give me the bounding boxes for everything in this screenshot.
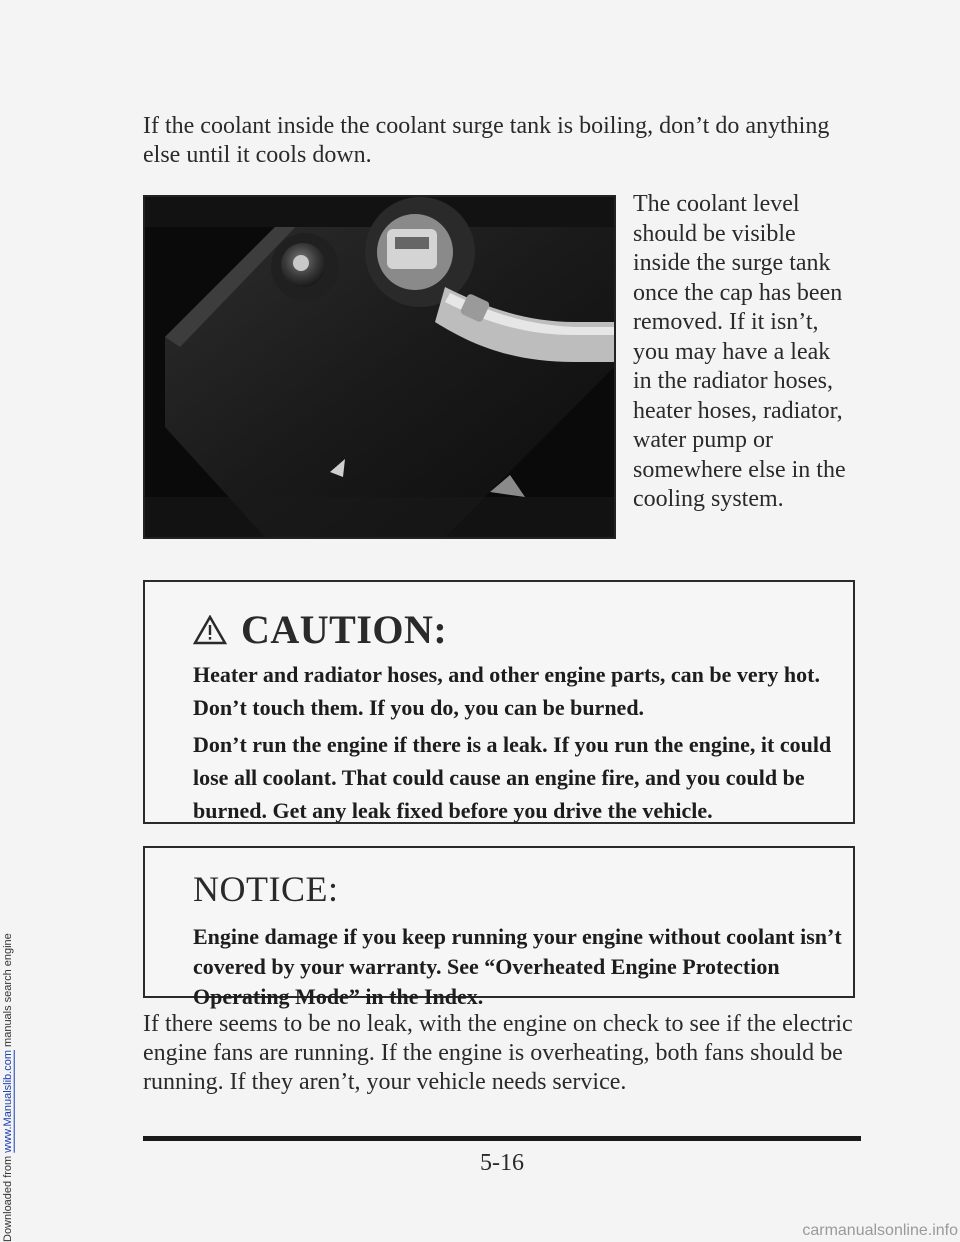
caution-box (143, 580, 855, 824)
manualslib-link[interactable]: www.Manualslib.com (2, 1050, 14, 1153)
page-number: 5-16 (480, 1150, 524, 1176)
notice-box (143, 846, 855, 1009)
warning-triangle-icon (193, 615, 227, 645)
download-suffix: manuals search engine (2, 933, 14, 1051)
coolant-surge-tank-photo (143, 195, 616, 539)
coolant-level-paragraph: The coolant level should be visible inside the surge tank once the cap has been removed. If it isn’t, you may have a leak in the radiator hoses, heater hoses, radiator, water pump or somewhere else in the cooling system. (633, 191, 846, 512)
download-prefix: Downloaded from (2, 1152, 14, 1242)
caution-heading (193, 606, 447, 653)
caution-paragraph-1: Heater and radiator hoses, and other engine parts, can be very hot. Don’t touch them. If you do, you can be burned. (193, 662, 820, 720)
notice-title: NOTICE: (193, 869, 339, 909)
fan-check-paragraph: If there seems to be no leak, with the engine on check to see if the electric engine fans are running. If the engine is overheating, both fans should be running. If they aren’t, your vehicle needs service. (143, 1011, 853, 1095)
caution-paragraph-2: Don’t run the engine if there is a leak. If you run the engine, it could lose all coolant. That could cause an engine fire, and you could be burned. Get any leak fixed before you drive the vehicle. (193, 732, 832, 823)
caution-title: CAUTION: (241, 607, 448, 652)
notice-text: Engine damage if you keep running your engine without coolant isn’t covered by your warranty. See “Overheated Engine Protection Operating Mode” in the Index. (193, 924, 842, 1009)
intro-paragraph: If the coolant inside the coolant surge tank is boiling, don’t do anything else until it cools down. (143, 113, 830, 168)
footer-rule (143, 1136, 861, 1141)
download-source-note (2, 0, 18, 1242)
watermark: carmanualsonline.info (802, 1222, 958, 1239)
surge-tank-illustration (145, 197, 614, 537)
